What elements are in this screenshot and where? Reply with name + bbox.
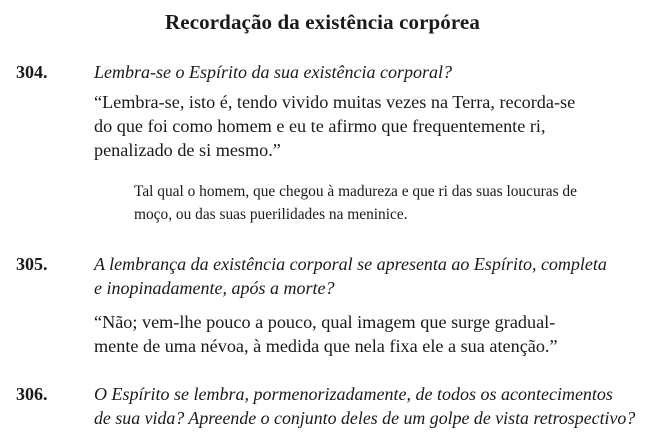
- question-306: [94, 382, 639, 430]
- page-title: Recordação da existência corpórea: [165, 10, 480, 34]
- question-304: [94, 60, 639, 84]
- question-line: A lembrança da existência corporal se apresenta ao Espírito, completa: [94, 254, 607, 274]
- answer-line: penalizado de si mesmo.”: [94, 140, 281, 160]
- question-305: [94, 252, 639, 300]
- question-line: e inopinadamente, após a morte?: [94, 278, 335, 298]
- comment-line: moço, ou das suas puerilidades na meninice.: [134, 206, 408, 223]
- question-line: O Espírito se lembra, pormenorizadamente, de todos os acontecimentos: [94, 384, 613, 404]
- question-number-304: 304.: [16, 62, 48, 82]
- question-line: de sua vida? Apreende o conjunto deles de um golpe de vista retrospectivo?: [94, 408, 636, 428]
- answer-line: “Lembra-se, isto é, tendo vivido muitas vezes na Terra, recorda-se: [94, 92, 576, 112]
- question-line: Lembra-se o Espírito da sua existência corporal?: [94, 62, 452, 82]
- answer-line: do que foi como homem e eu te afirmo que frequentemente ri,: [94, 116, 546, 136]
- answer-305: [94, 310, 639, 358]
- answer-line: mente de uma névoa, à medida que nela fixa ele a sua atenção.”: [94, 336, 558, 356]
- question-number-305: 305.: [16, 254, 48, 274]
- comment-line: Tal qual o homem, que chegou à madureza e que ri das suas loucuras de: [134, 183, 577, 200]
- comment-304: [134, 180, 639, 226]
- answer-304: [94, 90, 639, 162]
- question-number-306: 306.: [16, 384, 48, 404]
- answer-line: “Não; vem-lhe pouco a pouco, qual imagem que surge gradual-: [94, 312, 556, 332]
